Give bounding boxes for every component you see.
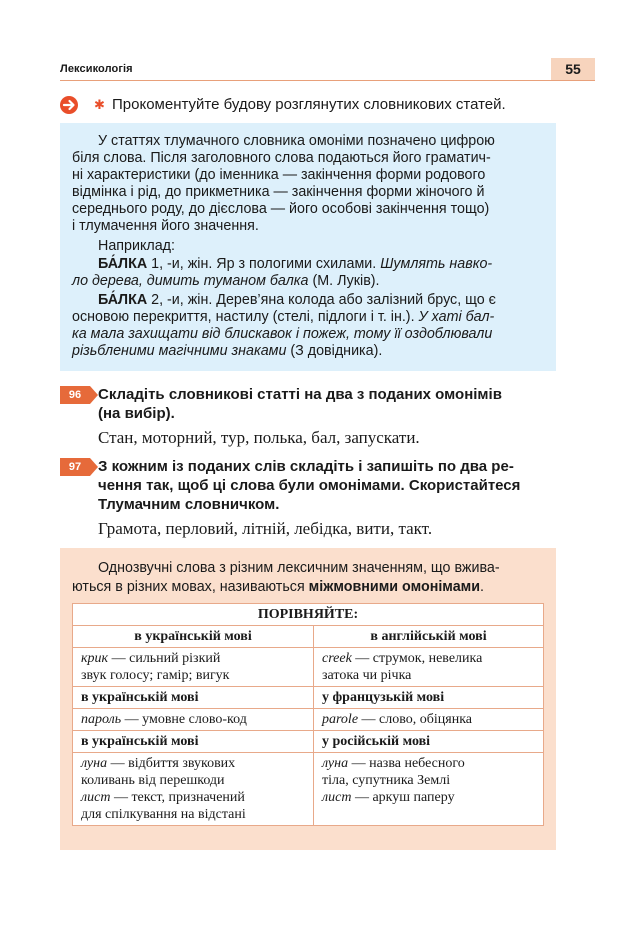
definition: — сильний різкий <box>108 651 221 666</box>
dictionary-entry-2-cont <box>72 326 492 343</box>
table-row <box>73 753 544 826</box>
dictionary-entry-2-cont <box>72 309 494 326</box>
table-cell <box>73 648 314 687</box>
entry-example: ка мала захищати від блискавок і пожеж, тому її оздоблювали <box>72 326 493 342</box>
table-cell <box>314 753 544 826</box>
table-subheader-cell: у французькій мові <box>314 687 544 709</box>
table-row <box>73 648 544 687</box>
word: пароль <box>81 712 122 727</box>
entry-example: Шумлять навко- <box>380 256 493 272</box>
asterisk-icon: ✱ <box>94 97 105 112</box>
arrow-right-icon <box>60 96 78 114</box>
table-cell <box>314 648 544 687</box>
info-line: біля слова. Після заголовного слова подаються його граматич- <box>72 150 491 166</box>
definition: затока чи річка <box>322 668 412 683</box>
exercise-text: Тлумачним словничком. <box>98 496 280 513</box>
exercise-text: (на вибір). <box>98 405 175 422</box>
info-line: відмінка і рід, до прикметника — закінчення форми жіночого й <box>72 184 485 200</box>
table-header-cell: в англійській мові <box>314 626 544 648</box>
info-line: ні характеристики (до іменника — закінчення форми родового <box>72 167 486 183</box>
task-line <box>60 95 600 115</box>
comparison-table <box>72 603 544 826</box>
word: creek <box>322 651 352 666</box>
entry-headword: БА́ЛКА <box>98 292 148 308</box>
rule-text: ються в різних мовах, називаються <box>72 579 309 595</box>
info-line: і тлумачення його значення. <box>72 218 259 234</box>
page-number: 55 <box>551 58 595 80</box>
task-text: Прокоментуйте будову розглянутих словникових статей. <box>112 96 506 113</box>
exercise-text: З кожним із поданих слів складіть і запишіть по два ре- <box>98 458 514 475</box>
table-header-cell: в українській мові <box>73 626 314 648</box>
definition: — назва небесного <box>348 756 465 771</box>
word: луна <box>322 756 349 771</box>
exercise-number: 97 <box>60 458 90 476</box>
entry-example: У хаті бал- <box>418 309 495 325</box>
exercise-words: Грамота, перловий, літній, лебідка, вити, такт. <box>98 519 433 538</box>
entry-source: (М. Луків). <box>308 273 380 289</box>
exercise-text: Складіть словникові статті на два з поданих омонімів <box>98 386 502 403</box>
info-line: середнього роду, до дієслова — його особові закінчення тощо) <box>72 201 490 217</box>
definition: — слово, обіцянка <box>358 712 473 727</box>
exercise-number: 96 <box>60 386 90 404</box>
dictionary-entry-2-cont <box>72 343 382 360</box>
definition: — текст, призначений <box>110 790 245 805</box>
entry-example: різьбленими магічними знаками <box>72 343 287 359</box>
definition: — струмок, невелика <box>351 651 483 666</box>
rule-line <box>72 577 484 597</box>
table-title: ПОРІВНЯЙТЕ: <box>73 604 544 626</box>
table-cell <box>73 753 314 826</box>
dictionary-entry-1 <box>98 256 492 273</box>
table-cell <box>73 709 314 731</box>
dictionary-entry-1-cont <box>72 273 380 290</box>
table-subheader-cell: в українській мові <box>73 687 314 709</box>
rule-end: . <box>480 579 484 595</box>
table-row <box>73 709 544 731</box>
entry-example: ло дерева, димить туманом балка <box>72 273 309 289</box>
entry-source: (З довідника). <box>286 343 383 359</box>
entry-text: 2, -и, жін. Дерев’яна колода або залізний брус, що є <box>147 292 496 308</box>
page-header <box>60 58 595 81</box>
table-subheader-cell: у російській мові <box>314 731 544 753</box>
definition: звук голосу; гамір; вигук <box>81 668 230 683</box>
table-cell <box>314 709 544 731</box>
exercise-text: чення так, щоб ці слова були омонімами. Скористайтеся <box>98 477 521 494</box>
info-box <box>60 123 556 371</box>
definition: — відбиття звукових <box>107 756 236 771</box>
info-line: У статтях тлумачного словника омоніми позначено цифрою <box>98 133 495 149</box>
word: лист <box>322 790 352 805</box>
exercise-words: Стан, моторний, тур, полька, бал, запускати. <box>98 428 420 447</box>
definition: — аркуш паперу <box>351 790 455 805</box>
dictionary-entry-2 <box>98 292 496 309</box>
definition: тіла, супутника Землі <box>322 773 451 788</box>
word: луна <box>81 756 108 771</box>
rule-term: міжмовними омонімами <box>308 579 481 595</box>
word: parole <box>322 712 359 727</box>
entry-headword: БА́ЛКА <box>98 256 148 272</box>
word: крик <box>81 651 109 666</box>
definition: для спілкування на відстані <box>81 807 246 822</box>
entry-text: основою перекриття, настилу (стелі, підлоги і т. ін.). <box>72 309 419 325</box>
definition: коливань від перешкоди <box>81 773 225 788</box>
table-subheader-cell: в українській мові <box>73 731 314 753</box>
example-label: Наприклад: <box>98 238 175 254</box>
word: лист <box>81 790 111 805</box>
section-title: Лексикологія <box>60 63 133 75</box>
definition: — умовне слово-код <box>121 712 247 727</box>
entry-text: 1, -и, жін. Яр з пологими схилами. <box>147 256 381 272</box>
rule-line: Однозвучні слова з різним лексичним значенням, що вжива- <box>98 560 500 576</box>
